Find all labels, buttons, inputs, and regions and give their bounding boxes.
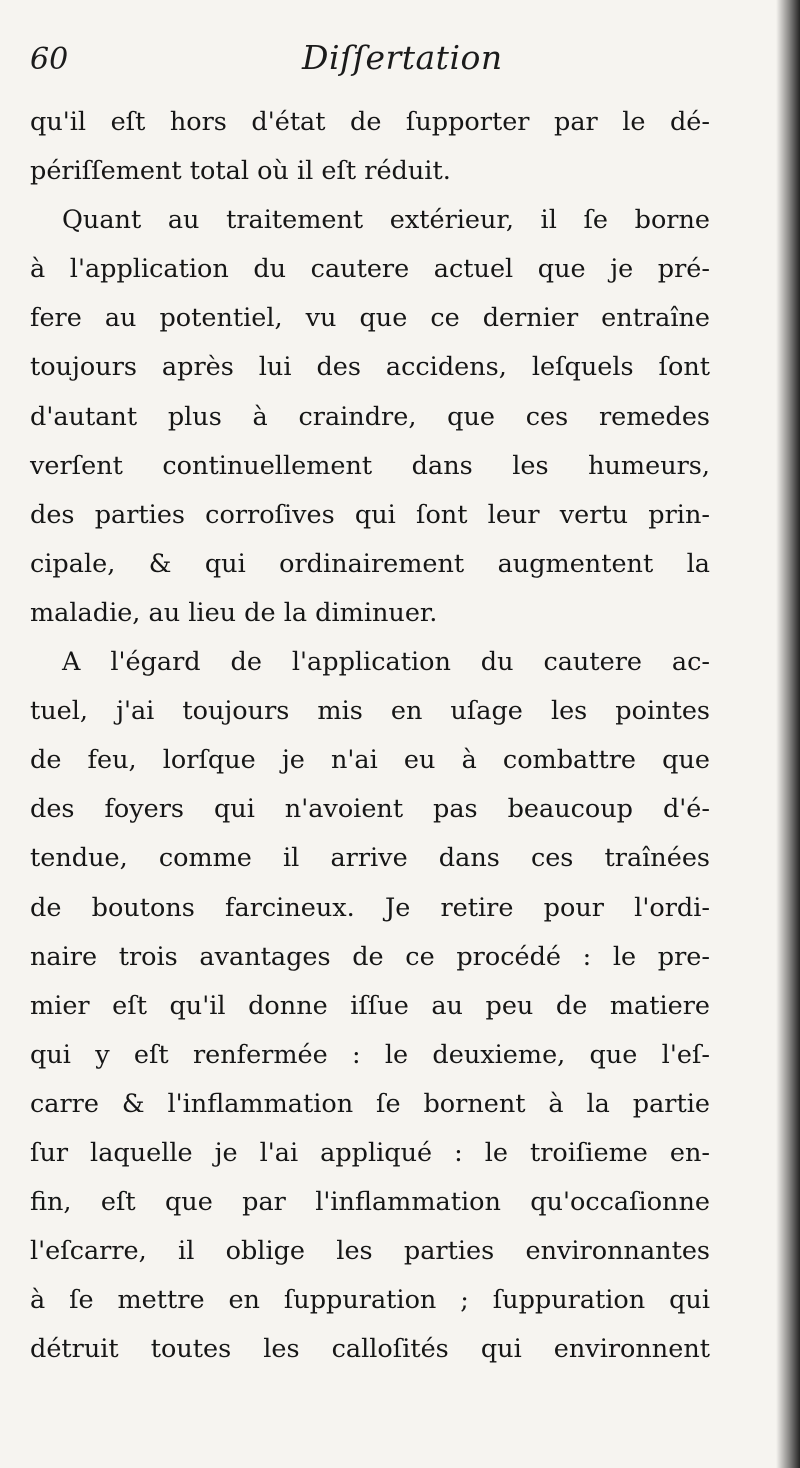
text-line: l'eſcarre, il oblige les parties environnantes: [30, 1236, 710, 1267]
text-line: ſur laquelle je l'ai appliqué : le troiſieme en-: [30, 1137, 710, 1168]
text-line: cipale, & qui ordinairement augmentent la: [30, 548, 710, 579]
text-line: carre & l'inflammation ſe bornent à la partie: [30, 1088, 710, 1119]
text-line: verſent continuellement dans les humeurs,: [30, 450, 710, 481]
text-line: à ſe mettre en ſuppuration ; ſuppuration qui: [30, 1285, 710, 1316]
text-line: détruit toutes les calloſités qui environnent: [30, 1334, 710, 1365]
page-number: 60: [30, 42, 69, 77]
text-line: naire trois avantages de ce procédé : le pre-: [30, 941, 710, 972]
text-line: qui y eſt renfermée : le deuxieme, que l'eſ-: [30, 1039, 710, 1070]
text-line: périſſement total où il eſt réduit.: [30, 156, 451, 187]
text-line: de boutons farcineux. Je retire pour l'ordi-: [30, 892, 710, 923]
text-line: maladie, au lieu de la diminuer.: [30, 597, 438, 628]
page-header: [30, 38, 740, 78]
text-line: mier eſt qu'il donne iſſue au peu de matiere: [30, 990, 710, 1021]
text-line: qu'il eſt hors d'état de ſupporter par le dé-: [30, 107, 710, 137]
text-line: toujours après lui des accidens, leſquels ſont: [30, 352, 710, 383]
text-line: tendue, comme il arrive dans ces traînées: [30, 843, 710, 874]
text-line: à l'application du cautere actuel que je pré-: [30, 254, 710, 285]
text-line: Quant au traitement extérieur, il ſe borne: [62, 205, 710, 236]
text-line: fin, eſt que par l'inflammation qu'occaſionne: [30, 1187, 710, 1218]
text-line: A l'égard de l'application du cautere ac-: [62, 647, 710, 678]
body-text: [30, 98, 710, 1374]
text-line: des foyers qui n'avoient pas beaucoup d'é-: [30, 794, 710, 825]
text-line: de feu, lorſque je n'ai eu à combattre que: [30, 745, 710, 776]
text-line: tuel, j'ai toujours mis en uſage les pointes: [30, 696, 710, 727]
text-line: fere au potentiel, vu que ce dernier entraîne: [30, 303, 710, 334]
page-edge-shadow: [776, 0, 800, 1468]
text-line: des parties corroſives qui ſont leur vertu prin-: [30, 499, 710, 530]
text-line: d'autant plus à craindre, que ces remedes: [30, 401, 710, 432]
running-title: Diſſertation: [302, 38, 503, 77]
